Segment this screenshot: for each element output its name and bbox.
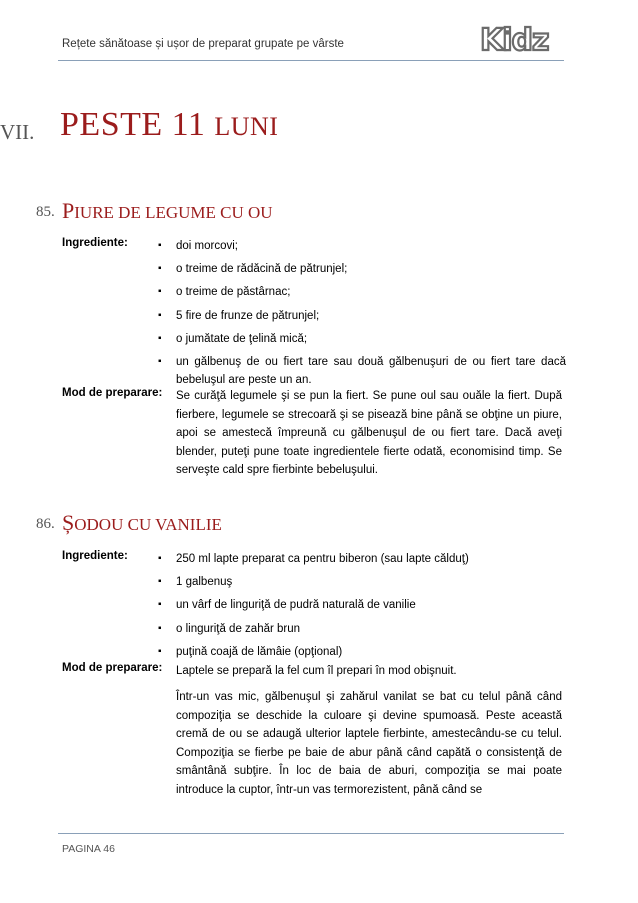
method-text: Laptele se prepară la fel cum îl prepari în mod obişnuit. <box>176 665 457 677</box>
list-item: ▪ o treime de rădăcină de pătrunjel; <box>158 260 566 278</box>
ingredients-list <box>158 550 566 666</box>
list-item: ▪ o linguriţă de zahăr brun <box>158 620 566 638</box>
header-title: Rețete sănătoase și ușor de preparat grupate pe vârste <box>62 38 344 50</box>
recipe-title: PIURE DE LEGUME CU OU <box>62 198 273 223</box>
method-label: Mod de preparare: <box>62 387 163 399</box>
ingredients-label: Ingrediente: <box>62 237 128 249</box>
recipe-number: 86. <box>36 516 55 532</box>
list-item: ▪ un vârf de linguriţă de pudră naturală de vanilie <box>158 596 566 614</box>
header-divider <box>58 60 564 61</box>
ingredients-list <box>158 237 566 394</box>
method-text: Se curăţă legumele şi se pun la fiert. Se pune oul sau ouăle la fiert. După fierbere, legumele se strecoară şi se pisează bine până se obţine un piure, apoi se amestecă împreună cu gălbenuşul de ou fiert tare. Dacă aveţi blender, puteţi pune toate ingredientele fierte odată, economisind timp. Se serveşte cald spre fierbinte bebeluşului. <box>176 390 562 477</box>
list-item: ▪ puţină coajă de lămâie (opţional) <box>158 643 566 661</box>
footer-divider <box>58 833 564 834</box>
list-item: ▪ o jumătate de ţelină mică; <box>158 330 566 348</box>
recipe-title: ȘODOU CU VANILIE <box>62 510 222 535</box>
method-text: Într-un vas mic, gălbenuşul şi zahărul vanilat se bat cu telul până când compoziţia se deschide la culoare şi devine spumoasă. Peste această cremă de ou se adaugă ulterior laptele fierbinte, amestecându-se cu telul. Compoziţia se fierbe pe baie de abur până când capătă o consistenţă de smântână subţire. În loc de baia de aburi, compoziţia se mai poate introduce la cuptor, într-un vas termorezistent, până când se <box>176 691 562 796</box>
page-number: PAGINA 46 <box>62 843 115 855</box>
ingredients-label: Ingrediente: <box>62 550 128 562</box>
method-label: Mod de preparare: <box>62 662 163 674</box>
chapter-number: VII. <box>0 120 35 144</box>
list-item: ▪ 250 ml lapte preparat ca pentru biberon (sau lapte călduţ) <box>158 550 566 568</box>
list-item: ▪ 1 galbenuş <box>158 573 566 591</box>
list-item: ▪ o treime de păstârnac; <box>158 283 566 301</box>
list-item: ▪ un gălbenuş de ou fiert tare sau două gălbenuşuri de ou fiert tare dacă bebeluşul are peste un an. <box>158 353 566 389</box>
svg-text:Kidz: Kidz <box>480 23 549 56</box>
list-item: ▪ 5 fire de frunze de pătrunjel; <box>158 307 566 325</box>
recipe-number: 85. <box>36 204 55 220</box>
list-item: ▪ doi morcovi; <box>158 237 566 255</box>
chapter-title: PESTE 11 LUNI <box>60 106 279 143</box>
kidz-logo <box>478 22 566 56</box>
